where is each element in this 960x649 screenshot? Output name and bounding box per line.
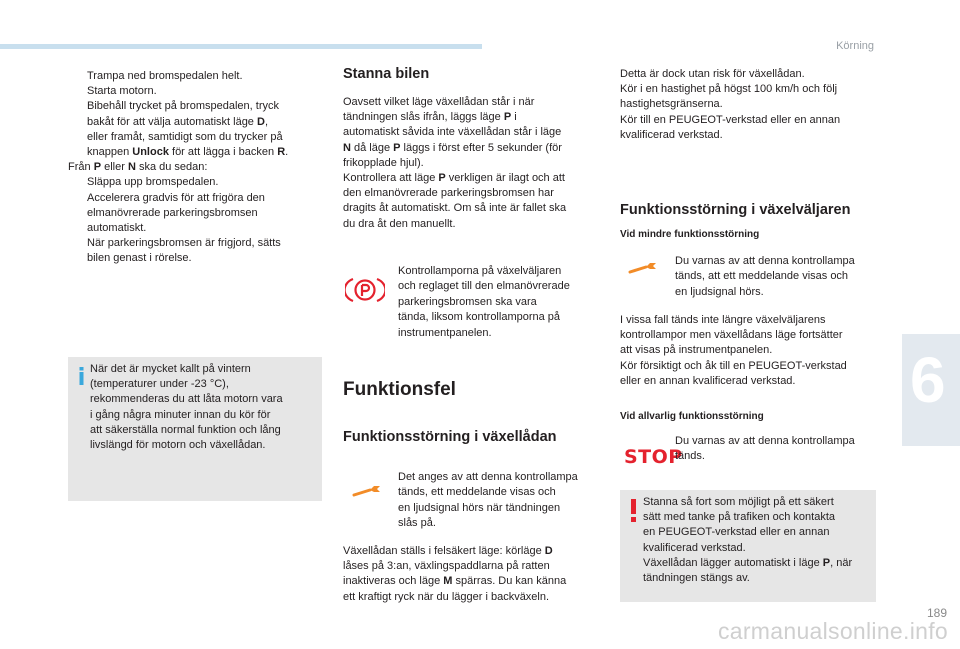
list-item: När parkeringsbromsen är frigjord, sätts xyxy=(87,237,281,250)
warning-box xyxy=(620,490,876,602)
chapter-tab xyxy=(902,334,960,446)
heading-vaxellada: Funktionsstörning i växellådan xyxy=(343,429,557,445)
list-item: Bibehåll trycket på bromspedalen, tryck xyxy=(87,100,279,113)
list-item: Accelerera gradvis för att frigöra den xyxy=(87,191,265,204)
warning-icon xyxy=(630,499,637,523)
warning-text: Stanna så fort som möjligt på ett säkert sätt med tanke på trafiken och kontakta en PEUGEOT-verkstad eller en annan kvalificerad verkstad. Växellådan lägger automatiskt i läge P, när tändningen stängs av. xyxy=(643,496,853,585)
wrench-description: Det anges av att denna kontrollampa tänds, ett meddelande visas och en ljudsignal hörs när tändningen slås på. xyxy=(398,471,578,530)
stop-icon: STOP xyxy=(624,446,683,468)
info-icon xyxy=(79,367,84,385)
heading-funktionsfel: Funktionsfel xyxy=(343,379,456,400)
info-text: När det är mycket kallt på vintern (temperaturer under -23 °C), rekommenderas du att låta motorn vara i gång några minuter innan du kör för att säkerställa normal funktion och lång livslängd för motorn och växellådan. xyxy=(90,363,283,452)
wrench-icon xyxy=(352,484,382,500)
heading-major-fault: Vid allvarlig funktionsstörning xyxy=(620,411,764,422)
major-fault-description: Du varnas av att denna kontrollampa tänds. xyxy=(675,435,855,463)
list-item: Trampa ned bromspedalen helt. xyxy=(87,70,243,82)
section-title: Körning xyxy=(836,40,874,52)
list-item: Starta motorn. xyxy=(87,85,157,98)
wrench-icon xyxy=(628,261,658,277)
chapter-number: 6 xyxy=(910,344,946,416)
heading-stanna-bilen: Stanna bilen xyxy=(343,66,430,82)
watermark: carmanualsonline.info xyxy=(717,618,948,644)
list-item: Släppa upp bromspedalen. xyxy=(87,176,219,189)
header-accent-bar xyxy=(0,44,482,49)
page-number: 189 xyxy=(927,606,948,620)
lamp-description: Kontrollamporna på växelväljaren och reglaget till den elmanövrerade parkeringsbromsen ska vara tända, liksom kontrollamporna på instrumentpanelen. xyxy=(398,265,570,339)
gearbox-paragraph: Växellådan ställs i felsäkert läge: körläge D låses på 3:an, växlingspaddlarna på ratten inaktiveras och läge M spärras. Du kan känna ett kraftigt ryck när du lägger i backväxeln. xyxy=(343,545,567,603)
heading-minor-fault: Vid mindre funktionsstörning xyxy=(620,229,760,240)
intro-paragraph: Detta är dock utan risk för växellådan. Kör i en hastighet på högst 100 km/h och följ hastighetsgränserna. Kör till en PEUGEOT-verkstad eller en annan kvalificerad verkstad. xyxy=(620,68,841,141)
heading-vaxelvaljaren: Funktionsstörning i växelväljaren xyxy=(620,202,851,218)
stop-paragraph: Oavsett vilket läge växellådan står i när tändningen slås ifrån, läggs läge P i automatiskt såvida inte växellådan står i läge N då läge P läggs i först efter 5 sekunder (för frikopplade hjul). Kontrollera att läge P verkligen är ilagt och att den elmanövrerade parkeringsbromsen har dragits åt automatiskt. Om så inte är fallet ska du dra åt den manuellt. xyxy=(343,96,567,230)
parking-brake-p-icon xyxy=(345,276,385,304)
info-box xyxy=(68,357,322,501)
minor-fault-paragraph: I vissa fall tänds inte längre växelväljarens kontrollampor men växellådans läge fortsätter att visas på instrumentpanelen. Kör försiktigt och åk till en PEUGEOT-verkstad eller en annan kvalificerad verkstad. xyxy=(620,314,847,387)
column-left: Trampa ned bromspedalen helt. Starta motorn. Bibehåll trycket på bromspedalen, tryck bakåt för att välja automatiskt läge D, eller framåt, samtidigt som du trycker på knappen Unlock för att lägga i backen R. Från P eller N ska du sedan: Släppa upp bromspedalen. Accelerera gradvis för att frigöra den elmanövrerade parkeringsbromsen automatiskt. När parkeringsbromsen är frigjord, sätts bilen genast i rörelse. xyxy=(68,69,328,267)
sedan-line: Från P eller N ska du sedan: xyxy=(68,161,208,174)
minor-fault-description: Du varnas av att denna kontrollampa tänds, att ett meddelande visas och en ljudsignal hörs. xyxy=(675,255,855,298)
